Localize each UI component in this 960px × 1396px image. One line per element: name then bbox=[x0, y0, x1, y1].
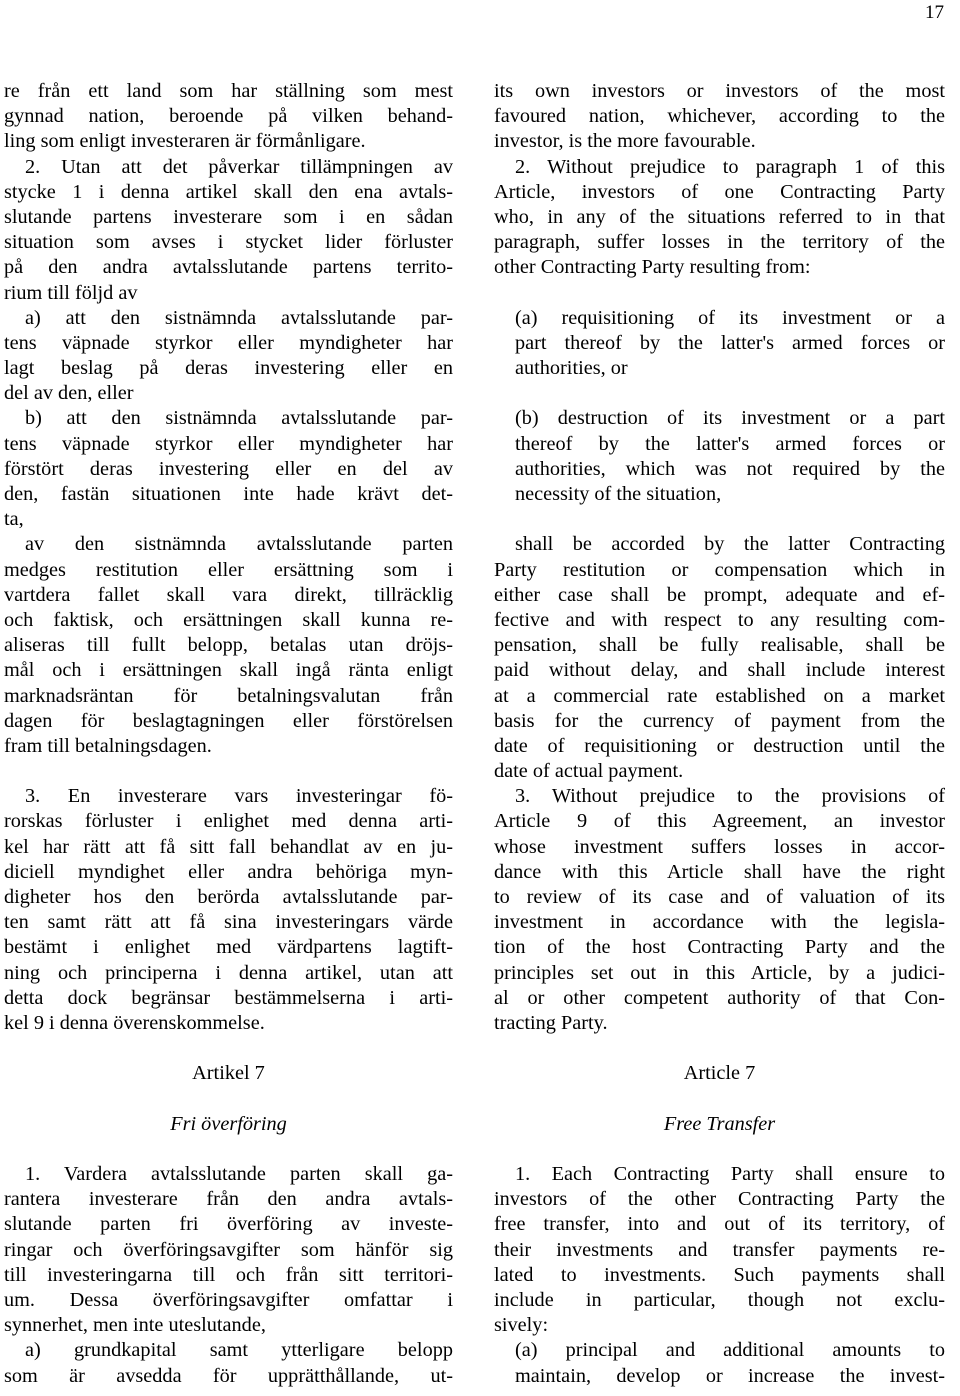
text-line: thereof by the latter's armed forces or bbox=[515, 432, 945, 455]
text-line: bestämt i enlighet med värdpartens lagtift- bbox=[4, 936, 453, 959]
text-line: other Contracting Party resulting from: bbox=[494, 256, 811, 279]
text-line: authorities, which was not required by the bbox=[515, 457, 945, 480]
text-line: tens väpnade styrkor eller myndigheter har bbox=[4, 331, 453, 354]
paragraph-gap bbox=[4, 759, 453, 784]
text-line: um. Dessa överföringsavgifter omfattar i bbox=[4, 1289, 453, 1311]
text-line: 3. En investerare vars investeringar fö- bbox=[25, 785, 453, 808]
text-line: at a commercial rate established on a market bbox=[494, 684, 945, 707]
sv-paragraph-3 bbox=[4, 784, 453, 1036]
text-line: gynnad nation, beroende på vilken behand- bbox=[4, 105, 453, 128]
swedish-column bbox=[4, 79, 453, 1389]
text-line: stycke 1 i denna artikel skall den ena avtals- bbox=[4, 180, 453, 203]
text-line: (a) requisitioning of its investment or a bbox=[515, 306, 945, 329]
text-line: slutande parten fri överföring av investe- bbox=[4, 1213, 453, 1236]
text-line: till investeringarna till och från sitt territori- bbox=[4, 1263, 453, 1286]
text-line: date of actual payment. bbox=[494, 760, 684, 783]
text-line: a) grundkapital samt ytterligare belopp bbox=[25, 1339, 453, 1362]
en-continuation-paragraph bbox=[494, 79, 945, 155]
text-line: rium till följd av bbox=[4, 281, 138, 304]
sv-article-heading: Artikel 7 bbox=[192, 1062, 265, 1085]
text-line: investment in accordance with the legisla- bbox=[494, 911, 945, 934]
text-line: b) att den sistnämnda avtalsslutande par- bbox=[25, 407, 453, 430]
text-line: tracting Party. bbox=[494, 1011, 608, 1034]
text-line: Article, investors of one Contracting Party bbox=[494, 180, 945, 203]
text-line: marknadsräntan för betalningsvalutan från bbox=[4, 684, 453, 707]
text-line: either case shall be prompt, adequate and ef- bbox=[494, 583, 945, 606]
text-line: Party restitution or compensation which in bbox=[494, 558, 945, 581]
text-line: ning och principerna i denna artikel, utan att bbox=[4, 961, 453, 984]
text-line: kel 9 i denna överenskommelse. bbox=[4, 1011, 265, 1034]
text-line: situation som avses i stycket lider förluster bbox=[4, 231, 453, 254]
text-line: slutande partens investerare som i en sådan bbox=[4, 205, 453, 228]
en-paragraph-3 bbox=[494, 784, 945, 1036]
text-line: tion of the host Contracting Party and the bbox=[494, 936, 945, 959]
page-number: 17 bbox=[925, 2, 944, 23]
paragraph-gap bbox=[4, 1036, 453, 1061]
text-line: ringar och överföringsavgifter som hänför sig bbox=[4, 1238, 453, 1261]
text-line: detta dock begränsar bestämmelserna i arti- bbox=[4, 986, 453, 1009]
text-line: fective and with respect to any resulting com- bbox=[494, 608, 945, 631]
text-line: necessity of the situation, bbox=[515, 483, 722, 505]
en-item-b bbox=[494, 406, 945, 507]
text-line: (b) destruction of its investment or a part bbox=[515, 407, 945, 430]
paragraph-gap bbox=[494, 507, 945, 532]
text-line: 2. Without prejudice to paragraph 1 of this bbox=[515, 155, 945, 178]
text-line: investor, is the more favourable. bbox=[494, 130, 756, 153]
text-line: date of requisitioning or destruction until the bbox=[494, 734, 945, 757]
text-line: ta, bbox=[4, 508, 24, 531]
text-line: include in particular, though not exclu- bbox=[494, 1289, 945, 1311]
text-line: favoured nation, whichever, according to the bbox=[494, 105, 945, 128]
text-line: diciell myndighet eller andra behöriga myn- bbox=[4, 860, 453, 883]
text-line: rantera investerare från den andra avtals- bbox=[4, 1188, 453, 1211]
text-line: a) att den sistnämnda avtalsslutande par- bbox=[25, 306, 453, 329]
text-line: som är avsedda för upprätthållande, ut- bbox=[4, 1364, 453, 1387]
text-line: paragraph, suffer losses in the territory of the bbox=[494, 231, 945, 254]
text-line: del av den, eller bbox=[4, 382, 134, 405]
text-line: to review of its case and of valuation of its bbox=[494, 886, 945, 908]
sv-continuation-paragraph bbox=[4, 79, 453, 155]
paragraph-gap bbox=[494, 1137, 945, 1162]
paragraph-gap bbox=[494, 381, 945, 406]
en-paragraph-compensation bbox=[494, 532, 945, 784]
text-line: rorskas förluster i enlighet med denna arti- bbox=[4, 810, 453, 833]
text-line: basis for the currency of payment from the bbox=[494, 709, 945, 732]
text-line: investors of the other Contracting Party the bbox=[494, 1188, 945, 1211]
paragraph-gap bbox=[4, 1087, 453, 1112]
text-line: fram till betalningsdagen. bbox=[4, 734, 212, 757]
text-line: 1. Each Contracting Party shall ensure to bbox=[515, 1163, 945, 1186]
sv-item-a bbox=[4, 306, 453, 407]
text-line: lated to investments. Such payments shall bbox=[494, 1263, 945, 1286]
text-line: authorities, or bbox=[515, 357, 628, 380]
text-line: whose investment suffers losses in accor- bbox=[494, 835, 945, 858]
paragraph-gap bbox=[494, 1036, 945, 1061]
en-paragraph-2 bbox=[494, 155, 945, 281]
text-line: dagen för beslagtagningen eller förstörelsen bbox=[4, 709, 453, 732]
text-line: re från ett land som har ställning som mest bbox=[4, 80, 453, 102]
sv-paragraph-2 bbox=[4, 155, 453, 306]
sv-article-title: Fri överföring bbox=[170, 1112, 287, 1135]
text-line: aliseras till fullt belopp, betalas utan dröjs- bbox=[4, 634, 453, 657]
sv-article7-paragraph-1 bbox=[4, 1162, 453, 1338]
text-line: pensation, shall be fully realisable, shall be bbox=[494, 634, 945, 657]
text-line: synnerhet, men inte uteslutande, bbox=[4, 1314, 266, 1337]
text-line: vartdera fallet skall vara direkt, tillräcklig bbox=[4, 583, 453, 606]
text-line: 1. Vardera avtalsslutande parten skall ga- bbox=[25, 1163, 453, 1186]
text-line: lagt beslag på deras investering eller en bbox=[4, 357, 453, 380]
text-line: (a) principal and additional amounts to bbox=[515, 1339, 945, 1362]
sv-article7-item-a bbox=[4, 1338, 453, 1388]
text-line: shall be accorded by the latter Contracting bbox=[515, 533, 945, 556]
paragraph-gap bbox=[494, 281, 945, 306]
text-line: Article 9 of this Agreement, an investor bbox=[494, 810, 945, 833]
text-line: digheter hos den berörda avtalsslutande par- bbox=[4, 886, 453, 908]
en-article7-paragraph-1 bbox=[494, 1162, 945, 1338]
en-article7-item-a bbox=[494, 1338, 945, 1388]
text-line: paid without delay, and shall include interest bbox=[494, 659, 945, 682]
text-line: part thereof by the latter's armed forces or bbox=[515, 331, 945, 354]
text-line: who, in any of the situations referred to in that bbox=[494, 205, 945, 228]
text-line: their investments and transfer payments re- bbox=[494, 1238, 945, 1261]
text-line: 2. Utan att det påverkar tillämpningen av bbox=[25, 155, 453, 178]
text-line: free transfer, into and out of its territory, of bbox=[494, 1213, 945, 1236]
en-item-a bbox=[494, 306, 945, 382]
en-article-title: Free Transfer bbox=[663, 1112, 776, 1135]
text-line: al or other competent authority of that Con- bbox=[494, 986, 945, 1009]
text-line: ling som enligt investeraren är förmånligare. bbox=[4, 130, 366, 153]
paragraph-gap bbox=[494, 1087, 945, 1112]
text-line: den, fastän situationen inte hade krävt det- bbox=[4, 483, 453, 505]
text-line: tens väpnade styrkor eller myndigheter har bbox=[4, 432, 453, 455]
sv-item-b bbox=[4, 406, 453, 532]
paragraph-gap bbox=[4, 1137, 453, 1162]
text-line: medges restitution eller ersättning som i bbox=[4, 558, 453, 581]
text-line: principles set out in this Article, by a judici- bbox=[494, 961, 945, 984]
text-line: förstört deras investering eller en del av bbox=[4, 457, 453, 480]
en-article-heading: Article 7 bbox=[683, 1062, 756, 1085]
text-line: på den andra avtalsslutande partens territo- bbox=[4, 256, 453, 279]
text-line: och faktisk, och ersättningen skall kunna re- bbox=[4, 608, 453, 631]
text-line: ten samt rätt att få sina investeringars värde bbox=[4, 911, 453, 934]
text-line: kel har rätt att få sitt fall behandlat av en ju- bbox=[4, 835, 453, 858]
text-line: its own investors or investors of the most bbox=[494, 80, 945, 102]
text-line: sively: bbox=[494, 1314, 549, 1337]
text-line: dance with this Article shall have the right bbox=[494, 860, 945, 883]
text-line: maintain, develop or increase the invest- bbox=[515, 1364, 945, 1387]
english-column bbox=[494, 79, 945, 1389]
text-line: mål och i ersättningen skall ingå ränta enligt bbox=[4, 659, 453, 682]
sv-paragraph-compensation bbox=[4, 532, 453, 759]
text-line: 3. Without prejudice to the provisions of bbox=[515, 785, 945, 808]
text-line: av den sistnämnda avtalsslutande parten bbox=[25, 533, 453, 556]
